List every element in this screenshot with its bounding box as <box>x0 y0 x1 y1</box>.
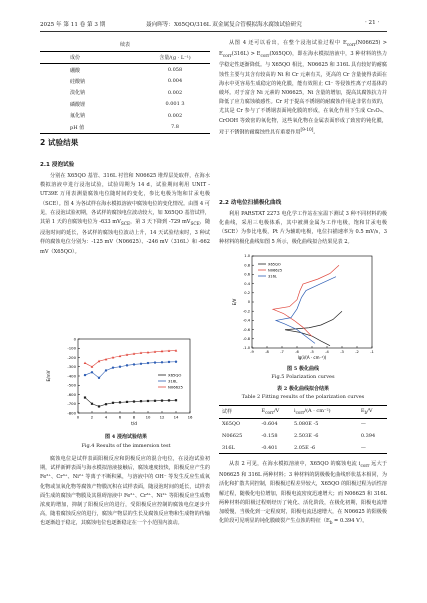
data-point <box>133 363 135 365</box>
data-point <box>168 399 170 401</box>
paragraph: 腐蚀电位是试样表面阳极反应和阴极反应的混合电位，在浸泡试验初期，试样新鲜表面与海水模拟溶液接触后，腐蚀速度较快，阳极反应产生的 Fe²⁺、Cr³⁺、Ni²⁺ 等离子不断积累，与溶液中的 OH⁻ 等发生反应生成氧化物或氢氧化物等腐蚀产物膜沉积在试样表面，随浸泡时间的延长，试样表面生成的腐蚀产物膜及其阻碍溶液中 Fe²⁺、Cr³⁺、Ni²⁺ 等阳极反应生成物浓度的增加，抑制了阳极反应的进行，受阳极反应控制的腐蚀电位逐步升高，随着腐蚀反应的进行，腐蚀产物层的生长及腐蚀反应物和生成物的传输也逐渐趋于稳定，其腐蚀电位也逐渐稳定在一个小范围内波动。 <box>40 456 210 527</box>
table-row <box>40 87 210 98</box>
legend-label: X65QO <box>268 262 281 267</box>
right-paragraph-3 <box>219 460 387 528</box>
data-point <box>126 401 128 403</box>
figure-5-caption: 图 5 极化曲线 <box>287 366 319 372</box>
data-point <box>161 361 163 363</box>
table-cell: 0.002 <box>167 112 183 119</box>
figure-4-caption-en: Fig.4 Results of the immersion test <box>81 443 171 449</box>
polarization-curve-N06625 <box>273 265 339 336</box>
table-cell: 0.394 <box>360 432 376 439</box>
table-row <box>40 64 210 76</box>
y-tick-label: -0.2 <box>242 309 250 314</box>
table-cell: 2.05E -6 <box>294 442 361 454</box>
header-page-number: · 21 · <box>365 20 380 26</box>
x-tick-label: -4 <box>325 350 329 354</box>
data-point <box>112 366 114 368</box>
x-tick-label: 14 <box>173 414 179 420</box>
y-tick-label: -500 <box>67 382 76 388</box>
data-point <box>147 400 149 402</box>
y-tick-label: -0.4 <box>242 318 250 323</box>
data-point <box>112 402 114 404</box>
table-cell: 7.8 <box>140 121 210 133</box>
table2-header: 试样 <box>219 406 262 419</box>
y-tick-label: -600 <box>67 391 76 397</box>
data-point <box>119 401 121 403</box>
legend-label: 316L <box>168 378 178 384</box>
table-cell: 0.004 <box>167 78 183 85</box>
table-row <box>219 442 387 454</box>
data-point <box>175 361 177 363</box>
subsection-2-1-heading: 2.1 浸泡试验 <box>40 162 75 168</box>
x-tick-label: -6 <box>295 350 299 354</box>
table-cell: -0.158 <box>261 432 278 439</box>
x-tick-label: 16 <box>187 414 193 420</box>
x-tick-label: 10 <box>145 414 151 420</box>
header-rule <box>40 31 387 32</box>
table-cell: — <box>361 442 387 454</box>
table-row <box>40 110 210 121</box>
y-tick-label: -100 <box>67 345 76 351</box>
table-cell: 2.503E -6 <box>293 432 319 439</box>
data-point <box>119 366 121 368</box>
y-tick-label: -0.8 <box>242 337 250 341</box>
series-line-316L <box>85 362 176 378</box>
table-row <box>40 121 210 133</box>
x-tick-label: -5 <box>310 350 314 354</box>
polarization-curve-316L <box>276 277 336 344</box>
data-point <box>140 400 142 402</box>
table-2-title-en: Table 2 Fitting results of the polarization curves <box>241 394 365 400</box>
data-point <box>105 369 107 371</box>
x-tick-label: 12 <box>159 414 165 420</box>
data-point <box>84 396 86 398</box>
data-point <box>126 364 128 366</box>
y-tick-label: 0 <box>247 300 250 305</box>
table2-header: $E_b/V$ <box>361 406 387 419</box>
y-tick-label: -700 <box>67 401 76 407</box>
series-line-N06625 <box>85 351 176 367</box>
y-tick-label: -400 <box>67 373 76 379</box>
table2-header: $E_{corr}/V$ <box>262 406 294 419</box>
paragraph: 从表 2 可见，在海水模拟溶液中，X65QO 的腐蚀电流 $i_{corr}$ 远大于 N06625 和 316L 两种材料；3 种材料的阴极极化曲线形状基本相同，为活化和扩散共同控制，阳极极过程差异较大，X65QO 的阳极过程为活性溶解过程，随极化电位增加，阳极电流密度迅速增大；而 N06625 和 316L 两种材料的阳极过程则经历了钝化、活化阶段，在极化初期，阳极电流增加缓慢，当极化到一定程度时，阳极电流迅速增大，在 N06625 的阳极极化阶段可见明显的钝化膜破裂产生点蚀的特征（$E_b = 0.394$ V）。 <box>219 461 388 527</box>
y-tick-label: 0 <box>73 336 76 342</box>
table-row <box>40 76 210 87</box>
table1-block <box>40 41 210 134</box>
data-point <box>161 400 163 402</box>
table-cell: — <box>360 421 366 428</box>
table1-header: 含量/(g · L⁻¹) <box>140 52 210 64</box>
left-paragraph-2 <box>40 455 210 529</box>
table-cell: 硼酸 <box>70 67 81 74</box>
x-tick-label: -7 <box>280 350 284 354</box>
table-row <box>219 430 387 442</box>
table-cell: pH 值 <box>40 121 140 133</box>
y-tick-label: 0.8 <box>244 263 250 268</box>
paragraph: 利用 PARSTAT 2273 电化学工作站在室温下测试 3 种不同材料的极化曲线，采用三电极体系，其中被测金属为工作电极，饱和甘汞电极（SCE）为参比电极，Pt 片为辅助电极，电位扫描速率为 0.5 mV/s，3 种材料的极化曲线如图 5 所示，极化曲线拟合结果见表 2。 <box>219 211 387 245</box>
x-tick-label: -9 <box>250 350 254 354</box>
table-row <box>40 99 210 110</box>
y-tick-label: -200 <box>67 354 76 360</box>
table-cell: -0.401 <box>262 442 294 454</box>
table-cell: N06625 <box>222 432 243 439</box>
table-cell: 溴化钠 <box>70 90 86 97</box>
right-paragraph-1 <box>219 39 387 138</box>
legend-label: X65QO <box>168 372 182 378</box>
subsection-2-2-heading: 2.2 动电位扫描极化曲线 <box>219 200 282 206</box>
data-point <box>105 403 107 405</box>
table1-label: 续表 <box>119 42 130 48</box>
data-point <box>84 362 87 364</box>
y-tick-label: 1.0 <box>244 254 250 259</box>
table-cell: 0.002 <box>167 89 183 96</box>
x-axis-label: t/d <box>131 421 137 426</box>
data-point <box>168 361 170 363</box>
figure-4-chart <box>40 333 212 429</box>
y-axis-label: E/mV <box>46 370 51 382</box>
table1 <box>40 51 210 134</box>
x-tick-label: 2 <box>90 414 94 420</box>
section-2-heading: 2 试验结果 <box>40 138 79 147</box>
x-tick-label: 8 <box>132 414 136 420</box>
table-cell: X65QO <box>222 421 241 428</box>
data-point <box>140 363 142 365</box>
data-point <box>84 374 86 376</box>
y-tick-label: -1.0 <box>242 346 250 351</box>
y-tick-label: 0.4 <box>244 281 250 286</box>
table-cell: 5.080E -5 <box>293 421 319 428</box>
table2-header: $i_{corr}/(A \cdot cm^{-2})$ <box>294 406 361 419</box>
series-line-X65QO <box>85 398 176 407</box>
x-tick-label: 6 <box>118 414 122 420</box>
table-2-title: 表 2 极化曲线拟合结果 <box>277 386 329 392</box>
right-paragraph-2 <box>219 210 387 247</box>
legend-label: N06625 <box>168 384 183 390</box>
table1-header: 成份 <box>40 52 140 64</box>
y-axis-label: E/V <box>232 298 237 306</box>
table-cell: 316L <box>219 442 262 454</box>
table-cell: 氟化钠 <box>70 113 86 120</box>
data-point <box>147 362 149 364</box>
x-tick-label: -8 <box>265 350 269 354</box>
x-tick-label: -1 <box>370 350 374 354</box>
figure-4-caption: 图 4 浸泡试验结果 <box>105 434 147 440</box>
legend-label: N06625 <box>268 268 283 273</box>
data-point <box>98 377 100 379</box>
paragraph: 从图 4 还可以看出，在整个浸泡试验过程中 $E_{corr}(N06625) > E_{corr}(316L) > E_{corr}(X65QO)$，即在海水模拟溶液中，3 种材料的热力学稳定性逐渐降低。与 X65QO 相比，N06625 和 316L 具有较好的耐腐蚀性主要与其含有较高的 Ni 和 Cr 元素有关，更高的 Cr 含量使得表面在海水中更容易生成稳定的钝化膜，能有效阻止 Cl⁻ 等侵蚀性离子对基体的破坏。对于富含 Ni 元素的 N06625，Ni 含量的增加，提高其腐蚀抗力并降低了应力腐蚀敏感性。Cr 对于提高不锈钢的耐腐蚀作用是非常有效的，尤其是 Cr 参与了不锈钢表面钝化膜的形成，在氧化作用下生成 Cr₂O₃、CrOOH 等致密的氧化物，这些氧化物在金属表面形成了致密的钝化膜，对于不锈钢的耐腐蚀性具有重要作用[9-10]。 <box>219 40 388 136</box>
x-tick-label: -3 <box>340 350 344 354</box>
data-point <box>133 400 135 402</box>
y-tick-label: -800 <box>67 410 76 416</box>
table-row <box>219 418 387 430</box>
table-cell: 0.058 <box>167 67 183 74</box>
y-tick-label: 0.2 <box>244 291 250 295</box>
table-cell: 0.001 3 <box>165 101 185 108</box>
x-axis-label: lg(i/(A · cm⁻²)) <box>297 355 327 360</box>
x-tick-label: 0 <box>76 414 80 420</box>
data-point <box>154 361 156 363</box>
figure-5-caption-en: Fig.5 Polarization curves <box>271 374 335 380</box>
paragraph: 分别在 X65QO 基管、316L 衬管和 N06625 堆焊层处取样，在海水模拟溶液中进行浸泡试验，试验周期为 14 d，试验期间利用 UNIT - UT39E 万用表测量腐蚀电位随时间的变化，参比电极为饱和甘汞电极（SCE）。图 4 为各试样在海水模拟溶液中腐蚀电位的变化情况。由图 4 可见，在浸泡试验初期，各试样的腐蚀电位波动较大，如 X65QO 基管试样，其第 1 天的自腐蚀电位为 -633 $mV_{SCE}$，第 3 天下降到 -729 $mV_{SCE}$，随浸泡时间的延长，各试样的腐蚀电位波动上升，14 天试验结束时，3 种试样的腐蚀电位分别为：-125 mV（N06625）、-246 mV（316L）和 -662 mV（X65QO）。 <box>40 173 210 255</box>
table-cell: -0.604 <box>261 421 278 428</box>
data-point <box>91 371 93 373</box>
data-point <box>175 399 177 401</box>
x-tick-label: -2 <box>355 350 359 354</box>
data-point <box>154 400 156 402</box>
table2 <box>219 405 387 454</box>
figure-5-chart <box>230 252 380 362</box>
table-cell: 硅酸钠 <box>70 78 86 85</box>
header-running-title: 聂向晖等：X65QO/316L 双金属复合管模拟海水腐蚀试验研究 <box>146 22 302 28</box>
header-issue: 2025 年 第 11 卷 第 3 期 <box>40 22 106 28</box>
y-tick-label: 0.6 <box>244 272 250 277</box>
y-tick-label: -0.6 <box>242 327 250 332</box>
y-tick-label: -300 <box>67 364 76 370</box>
left-paragraph-1 <box>40 172 210 257</box>
x-tick-label: 4 <box>104 414 108 420</box>
table-cell: 磷酸锂 <box>70 101 86 108</box>
polarization-curve-X65QO <box>285 311 342 346</box>
data-point <box>98 405 100 407</box>
data-point <box>91 403 93 405</box>
legend-label: 316L <box>268 274 277 279</box>
